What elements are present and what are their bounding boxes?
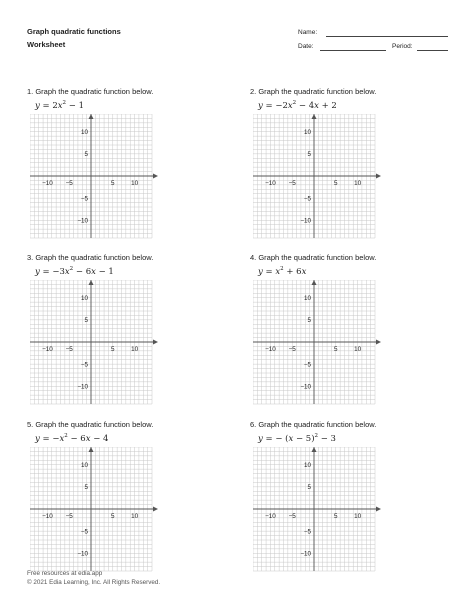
x-tick-label: 5 [111,180,115,187]
x-tick-label: 5 [334,513,338,520]
equation-part: x [288,433,294,444]
equation-part: x [314,100,319,111]
x-tick-label: −10 [42,346,53,353]
equation-part: − 6 [67,433,86,444]
equation-part: − 4 [90,433,109,444]
y-tick-label: −10 [300,550,311,558]
x-tick-label: 5 [111,513,115,520]
name-line [326,36,448,37]
equation-part: 2 [62,100,67,106]
problem-6-label: 6. Graph the quadratic function below. [250,420,377,429]
x-axis-arrow-icon [376,340,381,345]
problem-6-coordinate-grid[interactable] [253,447,383,573]
y-axis-arrow-icon [312,447,317,452]
period-label: Period: [392,43,413,50]
equation-part: − 4 [296,100,315,111]
x-tick-label: −5 [288,346,296,353]
equation-part: − 6 [73,266,92,277]
x-axis-arrow-icon [376,507,381,512]
equation-part: y [258,100,263,111]
x-tick-label: 10 [131,513,139,520]
equation-part: − 1 [95,266,114,277]
y-axis-arrow-icon [312,114,317,119]
y-tick-label: −5 [303,195,311,203]
x-tick-label: 10 [354,513,362,520]
equation-part: = −2 [262,100,288,111]
y-tick-label: −5 [80,195,88,203]
y-tick-label: −5 [303,528,311,536]
equation-part: = [262,266,276,277]
y-tick-label: −5 [303,361,311,369]
name-label: Name: [298,29,318,36]
y-tick-label: −10 [300,217,311,225]
y-tick-label: 10 [80,294,88,302]
x-tick-label: −5 [288,513,296,520]
y-tick-label: 5 [307,151,311,159]
x-tick-label: 10 [131,180,139,187]
y-tick-label: −10 [77,550,88,558]
problem-2-label: 2. Graph the quadratic function below. [250,87,377,96]
equation-part: 2 [69,266,74,272]
equation-part: x [85,433,91,444]
x-tick-label: 5 [334,180,338,187]
y-tick-label: 10 [80,461,88,469]
equation-part: + 2 [318,100,337,111]
equation-part: = 2 [39,100,58,111]
period-line [417,50,448,51]
equation-part: − 3 [318,433,336,444]
x-tick-label: −10 [265,513,276,520]
y-tick-label: −10 [77,217,88,225]
y-tick-label: −5 [80,528,88,536]
equation-part: y [258,433,263,444]
problem-3-equation [35,266,114,277]
footer-resources: Free resources at edia.app [27,570,103,577]
x-tick-label: −5 [65,346,73,353]
y-tick-label: 5 [84,317,88,325]
y-tick-label: −5 [80,361,88,369]
equation-part: − 5) [293,433,315,444]
y-tick-label: 5 [84,484,88,492]
x-tick-label: −10 [42,513,53,520]
problem-4-label: 4. Graph the quadratic function below. [250,253,377,262]
problem-3-coordinate-grid[interactable] [30,280,160,406]
x-tick-label: 10 [354,346,362,353]
x-tick-label: 5 [334,346,338,353]
problem-4-equation [258,266,306,277]
worksheet-subtitle: Worksheet [27,40,66,49]
x-tick-label: 5 [111,346,115,353]
equation-part: y [258,266,263,277]
equation-part: y [35,100,40,111]
equation-part: x [91,266,96,277]
y-tick-label: 10 [303,294,311,302]
equation-part: x [287,100,293,111]
date-line [320,50,386,51]
x-tick-label: −5 [65,513,73,520]
problem-2-coordinate-grid[interactable] [253,114,383,240]
problem-4-coordinate-grid[interactable] [253,280,383,406]
x-tick-label: −5 [288,180,296,187]
y-axis-arrow-icon [89,114,94,119]
equation-part: 2 [292,100,297,106]
x-axis-arrow-icon [153,507,158,512]
worksheet-title: Graph quadratic functions [27,27,121,36]
equation-part: + 6 [283,266,302,277]
y-axis-arrow-icon [89,280,94,285]
equation-part: x [301,266,307,277]
y-axis-arrow-icon [312,280,317,285]
x-axis-arrow-icon [376,174,381,179]
y-tick-label: −10 [300,383,311,391]
equation-part: x [57,100,63,111]
x-tick-label: −10 [265,346,276,353]
y-tick-label: 5 [307,484,311,492]
problem-5-coordinate-grid[interactable] [30,447,160,573]
y-tick-label: 10 [303,128,311,136]
problem-3-label: 3. Graph the quadratic function below. [27,253,154,262]
equation-part: 2 [314,433,319,439]
footer-copyright: © 2021 Edia Learning, Inc. All Rights Reserved. [27,579,161,586]
equation-part: − 1 [66,100,84,111]
equation-part: 2 [280,266,284,272]
equation-part: = − ( [262,433,289,444]
equation-part: x [64,266,70,277]
problem-2-equation [258,100,337,111]
y-tick-label: −10 [77,383,88,391]
x-tick-label: −5 [65,180,73,187]
x-axis-arrow-icon [153,340,158,345]
problem-6-equation [258,433,336,444]
equation-part: 2 [64,433,68,439]
x-tick-label: −10 [265,180,276,187]
x-tick-label: −10 [42,180,53,187]
equation-part: y [35,266,40,277]
problem-5-equation [35,433,108,444]
equation-part: x [59,433,65,444]
y-tick-label: 10 [80,128,88,136]
equation-part: = −3 [39,266,65,277]
date-label: Date: [298,43,314,50]
x-tick-label: 10 [354,180,362,187]
x-tick-label: 10 [131,346,139,353]
equation-part: = − [39,433,60,444]
problem-1-equation [35,100,84,111]
problem-1-label: 1. Graph the quadratic function below. [27,87,154,96]
y-axis-arrow-icon [89,447,94,452]
problem-5-label: 5. Graph the quadratic function below. [27,420,154,429]
x-axis-arrow-icon [153,174,158,179]
problem-1-coordinate-grid[interactable] [30,114,160,240]
y-tick-label: 5 [84,151,88,159]
y-tick-label: 5 [307,317,311,325]
equation-part: y [35,433,40,444]
y-tick-label: 10 [303,461,311,469]
equation-part: x [275,266,281,277]
